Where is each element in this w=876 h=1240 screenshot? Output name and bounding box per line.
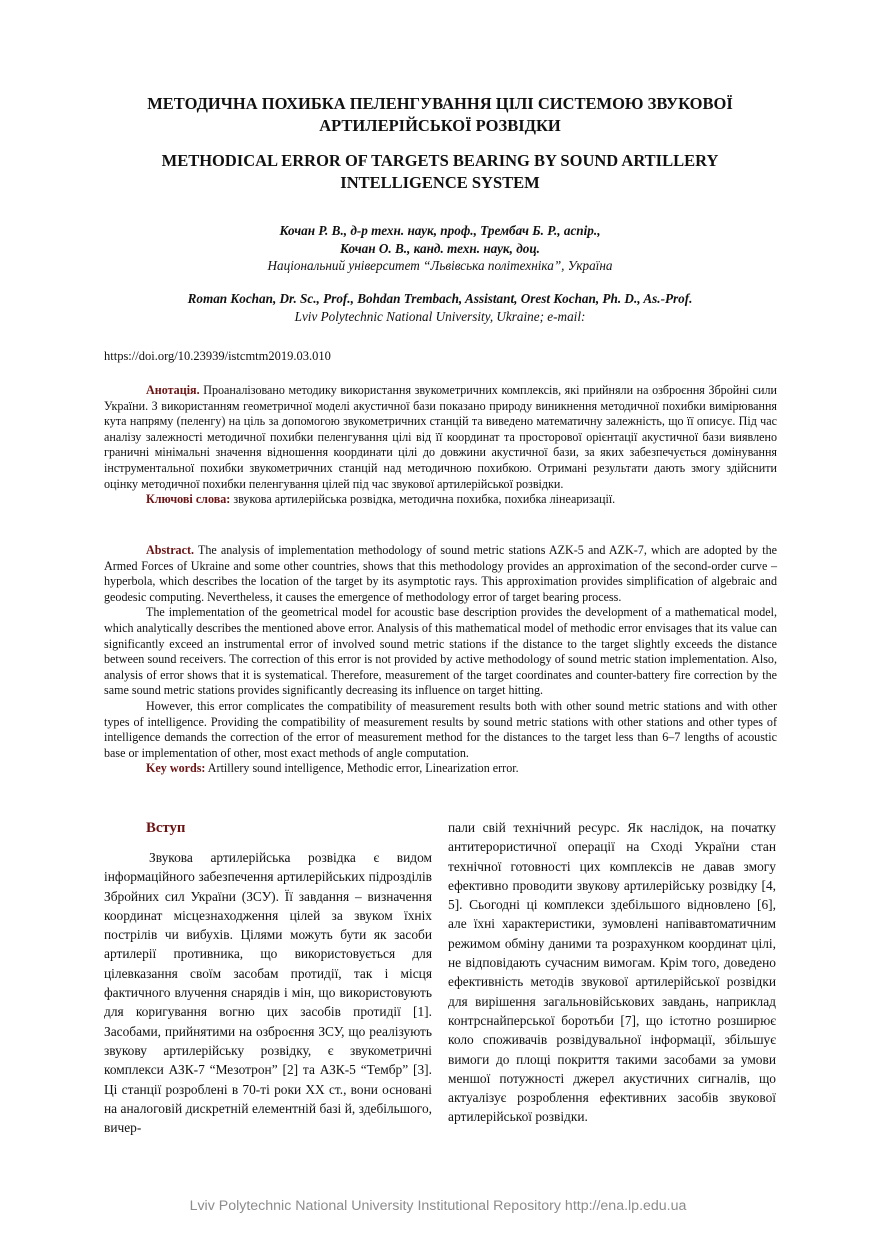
- column-left: [104, 818, 432, 1137]
- intro-paragraph-1: Звукова артилерійська розвідка є видом інформаційного забезпечення артилерійських підрозділів Збройних сил України (ЗСУ). Її завдання – визначення координат місцезнаходження цілей за звуком їхніх пострілів чи вибухів. Цілями можуть бути як засоби артилерії противника, що використовується для цілевказання своїм засобам протидії, так і місця фактичного влучення снарядів і мін, що використовують для коригування вогню цих засобів протидії [1]. Засобами, прийнятими на озброєння ЗСУ, що реалізують звукову артилерійську розвідку, є звукометричні комплекси АЗК-7 “Мезотрон” [2] та АЗК-5 “Тембр” [3]. Ці станції розроблені в 70-ті роки XX ст., вони основані на аналоговій дискретній елементній базі й, здебільшого, вичер-: [104, 850, 432, 1136]
- keywords-uk: [104, 492, 777, 508]
- abstract-paragraph-1: [104, 543, 777, 605]
- title-uk-line-2: АРТИЛЕРІЙСЬКОЇ РОЗВІДКИ: [319, 116, 561, 135]
- abstract-label: Abstract.: [146, 543, 195, 557]
- abstract-english: [104, 543, 777, 777]
- authors-uk-line-1: Кочан Р. В., д-р техн. наук, проф., Трембач Б. Р., аспір.,: [279, 223, 601, 238]
- affiliation-uk: Національний університет “Львівська політехніка”, Україна: [267, 258, 613, 273]
- keywords-en-label: Key words:: [146, 761, 206, 776]
- column-right: [448, 818, 776, 1137]
- authors-en-names: Roman Kochan, Dr. Sc., Prof., Bohdan Trembach, Assistant, Orest Kochan, Ph. D., As.-Prof.: [187, 291, 693, 306]
- affiliation-en: Lviv Polytechnic National University, Ukraine; e-mail:: [294, 308, 586, 324]
- authors-ukrainian: [100, 222, 780, 275]
- title-ukrainian: [100, 93, 780, 137]
- repository-footer: Lviv Polytechnic National University Institutional Repository http://ena.lp.edu.ua: [189, 1198, 687, 1214]
- annotation-text: Проаналізовано методику використання звукометричних комплексів, які прийняли на озброєння Збройні сили України. З використанням геометричної моделі акустичної бази показано природу виникнення методичної похибки вимірювання кута напряму (пеленгу) на ціль за допомогою звукометричних станцій та виведено математичну залежність, що її описує. Під час аналізу залежності методичної похибки пеленгування цілі від її координат та просторової орієнтації акустичної бази виявлено граничні мінімальні значення відношення координати цілі до довжини акустичної бази, за яких забезпечується домінування інструментальної похибки звукометричних станцій над методичною похибкою. Отримані результати дають змогу здійснити оцінку методичної похибки пеленгування цілей під час звукової артилерійської розвідки.: [104, 383, 777, 491]
- title-en-line-1: METHODICAL ERROR OF TARGETS BEARING BY SOUND ARTILLERY: [161, 151, 719, 170]
- keywords-en-text: Artillery sound intelligence, Methodic error, Linearization error.: [205, 761, 519, 776]
- body-columns: [104, 818, 777, 1137]
- authors-uk-line-2: Кочан О. В., канд. техн. наук, доц.: [340, 240, 540, 256]
- doi-link[interactable]: https://doi.org/10.23939/istcmtm2019.03.010: [104, 349, 331, 363]
- section-heading-intro: Вступ: [146, 820, 186, 836]
- abstract-paragraph-2: The implementation of the geometrical model for acoustic base description provides the development of a mathematical model, which analytically describes the mentioned above error. Analysis of this mathematical model of methodic error envisages that its value can significantly exceed an instrumental error of involved sound metric stations if the distance to the target slightly exceeds the distance between sound receivers. The correction of this error is not provided by active methodology of sound metric station implementation. Also, analysis of error shows that it is systematical. Therefore, measurement of the target coordinates and counter-battery fire correction by the same sound metric stations provides significantly decreasing its influence on target hitting.: [104, 605, 777, 698]
- title-uk-line-1: МЕТОДИЧНА ПОХИБКА ПЕЛЕНГУВАННЯ ЦІЛІ СИСТЕМОЮ ЗВУКОВОЇ: [147, 94, 733, 113]
- keywords-en: [104, 761, 777, 777]
- authors-english: [100, 290, 780, 325]
- annotation-label: Анотація.: [146, 383, 200, 397]
- title-english: [100, 150, 780, 194]
- keywords-uk-text: звукова артилерійська розвідка, методична похибка, похибка лінеаризації.: [230, 492, 616, 507]
- annotation-uk-paragraph: [104, 383, 777, 492]
- abstract-p1-text: The analysis of implementation methodology of sound metric stations AZK-5 and AZK-7, which are adopted by the Armed Forces of Ukraine and some other countries, shows that this methodology provides an approximation of the second-order curve – hyperbola, which describes the location of the target by its asymptotic rays. This approximation provides simplification of algebraic and geodesic computing. Nevertheless, it causes the emergence of methodology error of target bearing process.: [104, 543, 777, 604]
- keywords-uk-label: Ключові слова:: [146, 492, 231, 507]
- annotation-ukrainian: [104, 383, 777, 508]
- title-en-line-2: INTELLIGENCE SYSTEM: [340, 173, 540, 192]
- intro-paragraph-continued: пали свій технічний ресурс. Як наслідок, на початку антитерористичної операції на Сході України стан технічної готовності цих комплексів не давав змогу ефективно проводити звукову артилерійську розвідку [4, 5]. Сьогодні ці комплекси здебільшого відновлено [6], але їхні характеристики, зумовлені напівавтоматичним режимом обміну даними та розрахунком координат цілі, не відповідають сучасним вимогам. Крім того, доведено ефективність методів звукової артилерійської розвідки для вирішення загальновійськових завдань, наприклад контрснайперської боротьби [7], що істотно розширює коло споживачів розвідувальної інформації, збільшує вимоги до площі покриття такими засобами за умови меншої потужності джерел акустичних сигналів, що актуалізує розроблення ефективних засобів звукової артилерійської розвідки.: [448, 820, 776, 1125]
- abstract-paragraph-3: However, this error complicates the compatibility of measurement results both with other sound metric stations and with other types of intelligence. Providing the compatibility of measurement results by sound metric stations with other stations and other types of intelligence demands the correction of the error of measurement method for the distances to the target less than 6–7 lengths of acoustic base or implementation of other, most exact methods of angle computation.: [104, 698, 777, 760]
